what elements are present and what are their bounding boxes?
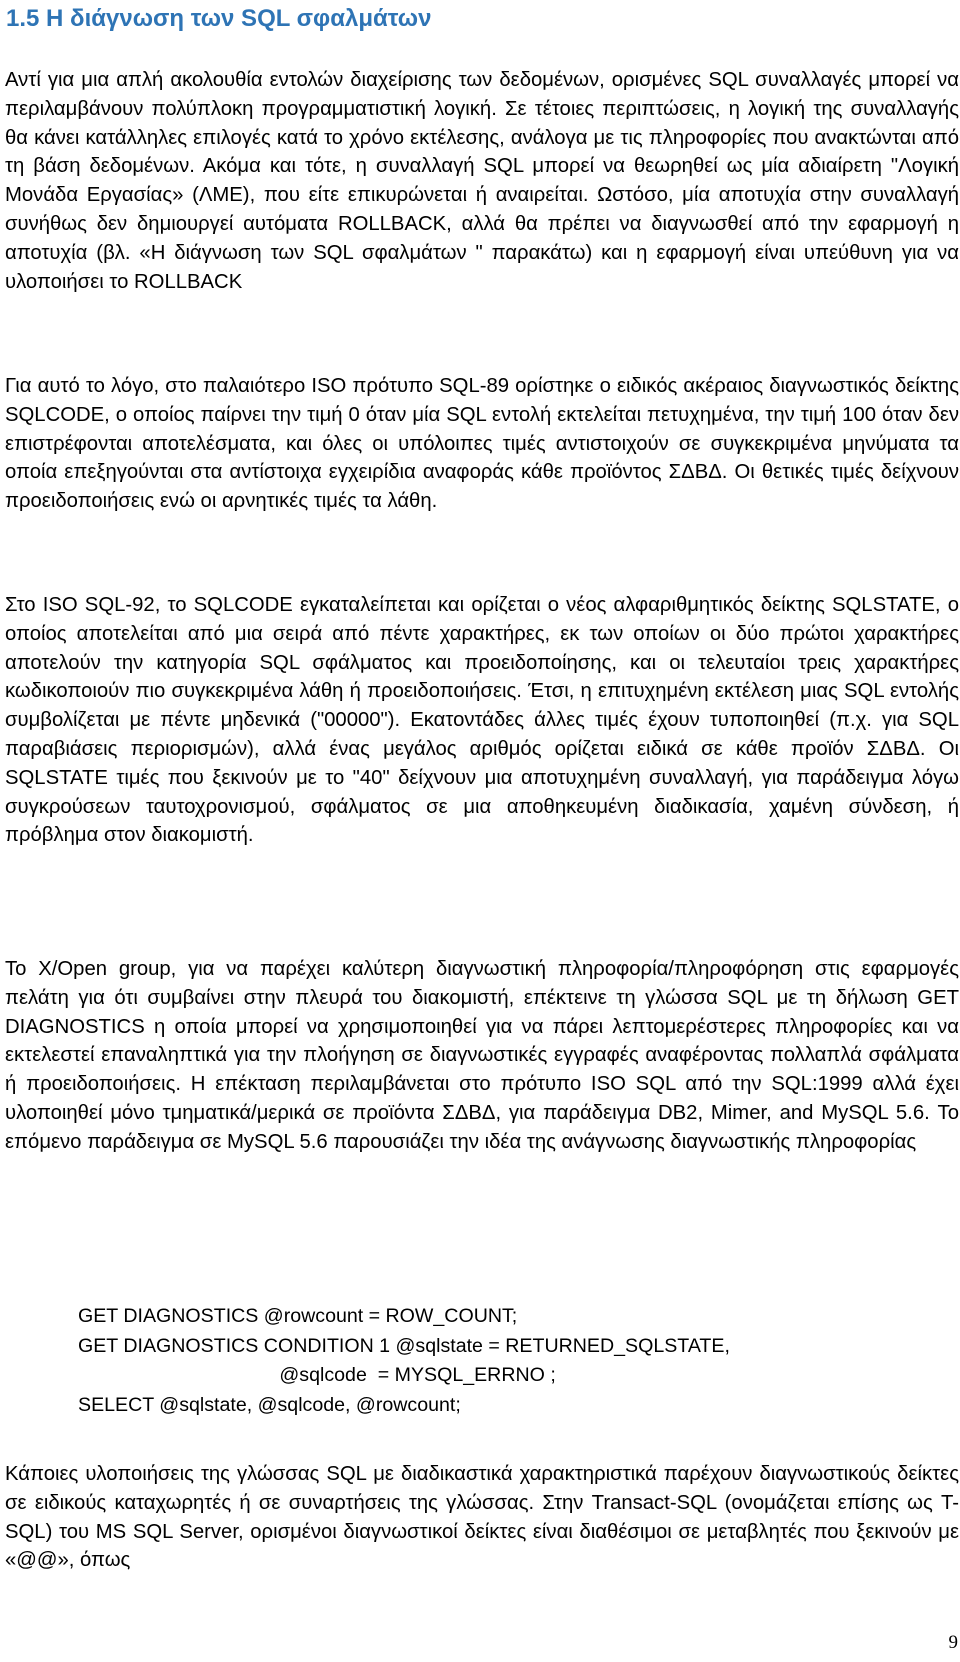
code-line: GET DIAGNOSTICS @rowcount = ROW_COUNT; (78, 1305, 518, 1327)
section-heading: 1.5 Η διάγνωση των SQL σφαλμάτων (6, 5, 432, 32)
code-line: @sqlcode = MYSQL_ERRNO ; (78, 1364, 556, 1386)
paragraph-sqlstate: Στο ISO SQL-92, το SQLCODE εγκαταλείπεται και ορίζεται ο νέος αλφαριθμητικός δείκτης SQLSTATE, ο οποίος αποτελείται από μια σειρά από πέντε χαρακτήρες, εκ των οποίων οι δύο πρώτοι χαρακτήρες αποτελούν την κατηγορία SQL σφάλματος και προειδοποίησης, και οι τελευταίοι τρεις χαρακτήρες κωδικοποιούν πιο συγκεκριμένα λάθη ή προειδοποιήσεις. Έτσι, η επιτυχημένη εκτέλεση μιας SQL εντολής συμβολίζεται με πέντε μηδενικά ("00000"). Εκατοντάδες άλλες τιμές έχουν τυποποιηθεί (π.χ. για SQL παραβιάσεις περιορισμών), αλλά ένας μεγάλος αριθμός ορίζεται ειδικά σε κάθε προϊόν ΣΔΒΔ. Οι SQLSTATE τιμές που ξεκινούν με το "40" δείχνουν μια αποτυχημένη συναλλαγή, για παράδειγμα λόγω συγκρούσεων ταυτοχρονισμού, σφάλματος σε μια αποθηκευμένη διαδικασία, χαμένη σύνδεση, ή πρόβλημα στον διακομιστή. (5, 594, 959, 847)
code-line: SELECT @sqlstate, @sqlcode, @rowcount; (78, 1393, 461, 1416)
page-number: 9 (948, 1632, 958, 1653)
paragraph-get-diagnostics: Το X/Open group, για να παρέχει καλύτερη διαγνωστική πληροφορία/πληροφόρηση στις εφαρμογές πελάτη για ότι συμβαίνει στην πλευρά του διακομιστή, επέκτεινε τη γλώσσα SQL με τη δήλωση GET DIAGNOSTICS η οποία μπορεί να χρησιμοποιηθεί για να πάρει λεπτομερέστερες πληροφορίες και να εκτελεστεί επαναληπτικά για την πλοήγηση σε διαγνωστικές εγγραφές αναφέροντας πολλαπλά σφάλματα ή προειδοποιήσεις. Η επέκταση περιλαμβάνεται στο πρότυπο ISO SQL από την SQL:1999 αλλά έχει υλοποιηθεί μόνο τμηματικά/μερικά σε προϊόντα ΣΔΒΔ, για παράδειγμα DB2, Mimer, and MySQL 5.6. Το επόμενο παράδειγμα σε MySQL 5.6 παρουσιάζει την ιδέα της ανάγνωσης διαγνωστικής πληροφορίας (5, 958, 959, 1153)
code-line: GET DIAGNOSTICS CONDITION 1 @sqlstate = RETURNED_SQLSTATE, (78, 1334, 730, 1357)
paragraph-transactions: Αντί για μια απλή ακολουθία εντολών διαχείρισης των δεδομένων, ορισμένες SQL συναλλαγές μπορεί να περιλαμβάνουν πολύπλοκη προγραμματιστική λογική. Σε τέτοιες περιπτώσεις, η λογική της συναλλαγής θα κάνει κατάλληλες επιλογές κατά το χρόνο εκτέλεσης, ανάλογα με τις πληροφορίες που ανακτώνται από τη βάση δεδομένων. Ακόμα και τότε, η συναλλαγή SQL μπορεί να θεωρηθεί ως μία αδιαίρετη "Λογική Μονάδα Εργασίας» (ΛΜΕ), που είτε επικυρώνεται ή αναιρείται. Ωστόσο, μία αποτυχία στην συναλλαγή συνήθως δεν δημιουργεί αυτόματα ROLLBACK, αλλά θα πρέπει να διαγνωσθεί από την εφαρμογή η αποτυχία (βλ. «Η διάγνωση των SQL σφαλμάτων " παρακάτω) και η εφαρμογή είναι υπεύθυνη για να υλοποιήσει το ROLLBACK (5, 69, 959, 293)
paragraph-transact-sql: Κάποιες υλοποιήσεις της γλώσσας SQL με διαδικαστικά χαρακτηριστικά παρέχουν διαγνωστικούς δείκτες σε ειδικούς καταχωρητές ή σε συναρτήσεις της γλώσσας. Στην Transact-SQL (ονομάζεται επίσης ως T-SQL) του MS SQL Server, ορισμένοι διαγνωστικοί δείκτες είναι διαθέσιμοι σε μεταβλητές που ξεκινούν με «@@», όπως (5, 1463, 959, 1572)
paragraph-sqlcode: Για αυτό το λόγο, στο παλαιότερο ISO πρότυπο SQL-89 ορίστηκε ο ειδικός ακέραιος διαγνωστικός δείκτης SQLCODE, ο οποίος παίρνει την τιμή 0 όταν μία SQL εντολή εκτελείται πετυχημένα, την τιμή 100 όταν δεν επιστρέφονται αποτελέσματα, και όλες οι υπόλοιπες τιμές αντιστοιχούν σε συγκεκριμένα μηνύματα τα οποία επεξηγούνται στα αντίστοιχα εγχειρίδια αναφοράς κάθε προϊόντος ΣΔΒΔ. Οι θετικές τιμές δείχνουν προειδοποιήσεις ενώ οι αρνητικές τιμές τα λάθη. (5, 375, 959, 513)
code-example (78, 1302, 938, 1420)
